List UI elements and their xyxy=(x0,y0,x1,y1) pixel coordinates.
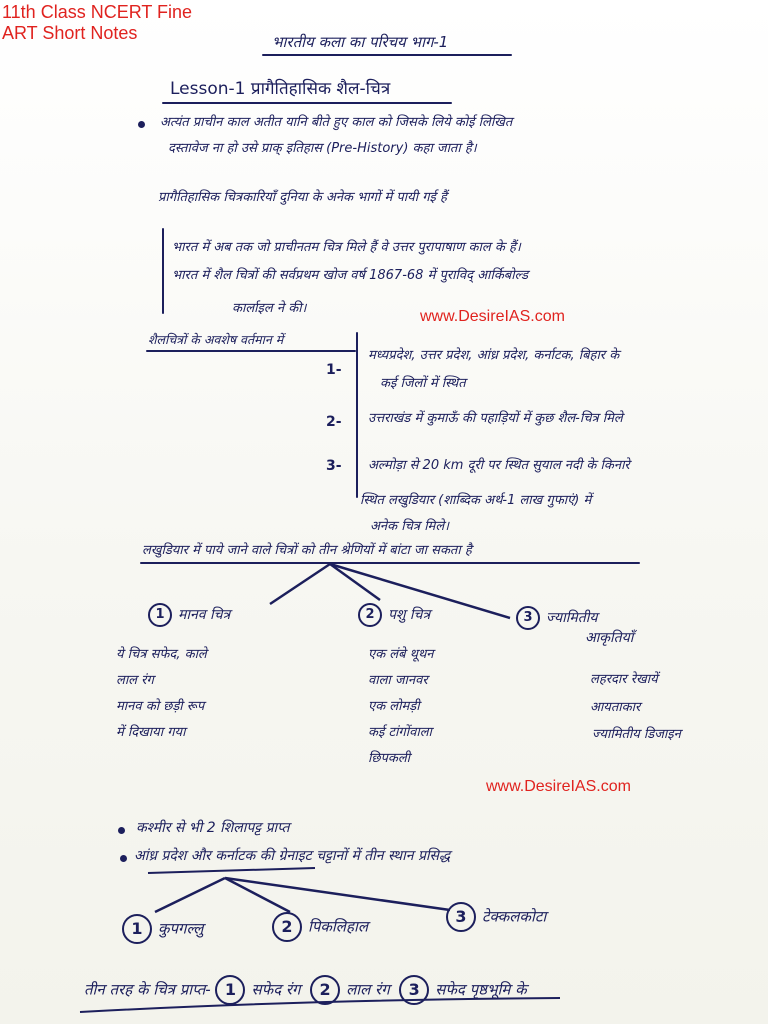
category-2-line: एक लोमड़ी xyxy=(368,699,420,714)
category-3-name-line2: आकृतियाँ xyxy=(585,630,634,646)
lesson-name: प्रागैतिहासिक शैल-चित्र xyxy=(250,79,391,99)
type-1-name: सफेद रंग xyxy=(251,980,301,999)
category-3-line: ज्यामितीय डिजाइन xyxy=(592,727,681,742)
bullet xyxy=(120,855,127,862)
bullet xyxy=(118,827,125,834)
type-3-number: 3 xyxy=(399,975,429,1005)
category-1-line: ये चित्र सफेद, काले xyxy=(116,647,207,662)
type-2-name: लाल रंग xyxy=(346,980,390,999)
remains-num-3: 3- xyxy=(326,458,342,474)
page-heading: भारतीय कला का परिचय भाग-1 xyxy=(272,33,449,51)
place-2 xyxy=(272,912,368,942)
granite-note: आंध्र प्रदेश और कर्नाटक की ग्रेनाइट चट्टानों में तीन स्थान प्रसिद्ध xyxy=(134,848,451,864)
watermark-1: www.DesireIAS.com xyxy=(420,308,565,325)
place-3 xyxy=(446,902,546,932)
place-2-name: पिकलिहाल xyxy=(308,917,369,936)
remains-item-2-line1: उत्तराखंड में कुमाऊँ की पहाड़ियों में कुछ शैल-चित्र मिले xyxy=(368,411,623,426)
watermark-2: www.DesireIAS.com xyxy=(486,778,631,795)
category-3-details xyxy=(590,666,658,722)
place-2-number: 2 xyxy=(272,912,302,942)
category-2-line: वाला जानवर xyxy=(368,673,428,688)
remains-item-3-line2: स्थित लखुडियार (शाब्दिक अर्थ-1 लाख गुफाएं) में xyxy=(360,493,592,508)
header-title-line2: ART Short Notes xyxy=(2,23,138,43)
type-1-number: 1 xyxy=(215,975,245,1005)
category-3-line: लहरदार रेखायें xyxy=(590,672,658,687)
three-types-label: तीन तरह के चित्र प्राप्त- xyxy=(84,980,211,999)
type-3-name: सफेद पृष्ठभूमि के xyxy=(435,980,527,999)
category-1-number: 1 xyxy=(148,603,172,627)
category-2-details xyxy=(368,642,434,772)
found-worldwide: प्रागैतिहासिक चित्रकारियाँ दुनिया के अनेक भागों में पायी गई हैं xyxy=(158,190,447,205)
place-3-name: टेक्कलकोटा xyxy=(482,907,547,926)
intro-line-2: दस्तावेज ना हो उसे प्राक् इतिहास (Pre-History) कहा जाता है। xyxy=(168,141,477,156)
remains-item-1-line2: कई जिलों में स्थित xyxy=(380,376,466,391)
place-1 xyxy=(122,914,203,944)
category-2-line: छिपकली xyxy=(368,751,411,766)
category-3-name: ज्यामितीय xyxy=(546,610,598,626)
category-1-name: मानव चित्र xyxy=(178,607,231,623)
india-point-3: कार्लाइल ने की। xyxy=(232,301,307,316)
lesson-label: Lesson-1 xyxy=(170,79,246,99)
category-1-details xyxy=(116,642,207,746)
three-types xyxy=(84,975,527,1005)
header-title-line1: 11th Class NCERT Fine xyxy=(2,2,193,22)
remains-item-3-line3: अनेक चित्र मिले। xyxy=(370,519,450,534)
category-3-title xyxy=(516,606,597,630)
category-2-line: एक लंबे थूथन xyxy=(368,647,434,662)
type-2-number: 2 xyxy=(310,975,340,1005)
category-3-number: 3 xyxy=(516,606,540,630)
remains-item-1-line1: मध्यप्रदेश, उत्तर प्रदेश, आंध्र प्रदेश, कर्नाटक, बिहार के xyxy=(368,348,620,363)
remains-label: शैलचित्रों के अवशेष वर्तमान में xyxy=(148,332,284,347)
intro-line-1: अत्यंत प्राचीन काल अतीत यानि बीते हुए काल को जिसके लिये कोई लिखित xyxy=(160,115,513,130)
india-point-1: भारत में अब तक जो प्राचीनतम चित्र मिले हैं वे उत्तर पुरापाषाण काल के हैं। xyxy=(172,240,521,255)
remains-item-3-line1: अल्मोड़ा से 20 km दूरी पर स्थित सुयाल नदी के किनारे xyxy=(368,458,630,473)
branch-to-category-1 xyxy=(270,564,330,604)
category-1-line: मानव को छड़ी रूप xyxy=(116,699,205,714)
category-2-line: कई टांगोंवाला xyxy=(368,725,432,740)
place-1-number: 1 xyxy=(122,914,152,944)
place-1-name: कुपगल्लु xyxy=(158,919,204,938)
branch-to-category-2 xyxy=(330,564,380,600)
granite-underline-curve xyxy=(148,868,315,873)
branch-to-place-1 xyxy=(155,878,225,912)
lakhudiyar-heading: लखुडियार में पाये जाने वाले चित्रों को तीन श्रेणियों में बांटा जा सकता है xyxy=(142,543,472,558)
category-2-title xyxy=(358,603,430,627)
category-1-line: लाल रंग xyxy=(116,673,154,688)
kashmir-note: कश्मीर से भी 2 शिलापट्ट प्राप्त xyxy=(136,820,290,836)
category-1-line: में दिखाया गया xyxy=(116,725,186,740)
remains-num-2: 2- xyxy=(326,414,342,430)
india-point-2: भारत में शैल चित्रों की सर्वप्रथम खोज वर्ष 1867-68 में पुराविद् आर्किबोल्ड xyxy=(172,268,529,283)
branch-to-place-3 xyxy=(225,878,450,910)
category-2-name: पशु चित्र xyxy=(388,607,431,623)
category-1-title xyxy=(148,603,230,627)
category-3-line: आयताकार xyxy=(590,700,641,715)
place-3-number: 3 xyxy=(446,902,476,932)
category-2-number: 2 xyxy=(358,603,382,627)
remains-num-1: 1- xyxy=(326,362,342,378)
